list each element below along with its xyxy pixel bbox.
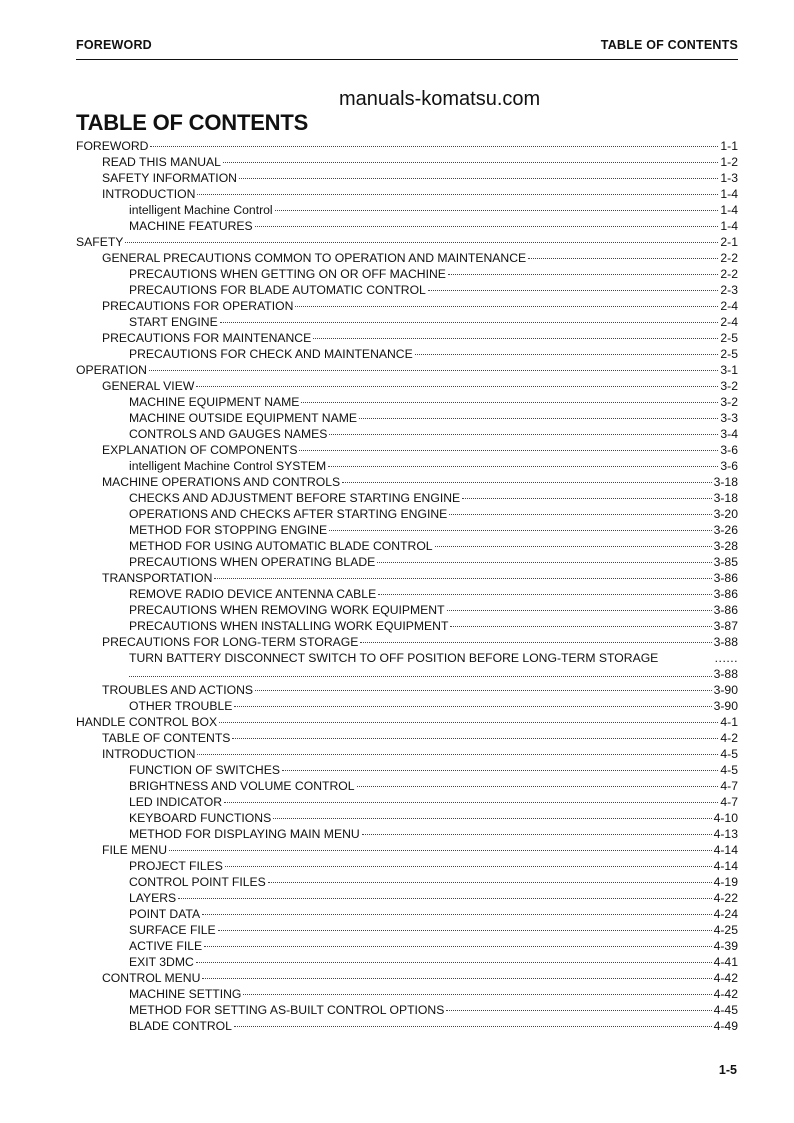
dot-leader	[255, 225, 719, 227]
toc-entry-label: MACHINE OPERATIONS AND CONTROLS	[102, 475, 341, 489]
toc-entry-label: KEYBOARD FUNCTIONS	[129, 811, 272, 825]
toc-entry-page: 4-25	[713, 923, 738, 937]
toc-entry-label: TABLE OF CONTENTS	[102, 731, 231, 745]
toc-entry-label: EXIT 3DMC	[129, 955, 194, 969]
toc-entry[interactable]	[76, 554, 738, 570]
toc-entry[interactable]	[76, 314, 738, 330]
toc-entry[interactable]	[76, 362, 738, 378]
toc-entry-label: BLADE CONTROL	[129, 1019, 232, 1033]
toc-entry-label: MACHINE SETTING	[129, 987, 242, 1001]
toc-entry-label: HANDLE CONTROL BOX	[76, 715, 218, 729]
toc-entry-leader-continued: ......	[714, 651, 738, 665]
toc-entry-label: METHOD FOR USING AUTOMATIC BLADE CONTROL	[129, 539, 433, 553]
toc-entry[interactable]	[76, 874, 738, 890]
toc-entry[interactable]	[76, 394, 738, 410]
toc-entry-page: 4-41	[713, 955, 738, 969]
toc-entry-label: REMOVE RADIO DEVICE ANTENNA CABLE	[129, 587, 377, 601]
dot-leader	[268, 881, 712, 883]
toc-entry[interactable]	[76, 890, 738, 906]
dot-leader	[329, 529, 711, 531]
toc-entry-page: 3-86	[713, 603, 738, 617]
toc-entry-page: 2-1	[720, 235, 738, 249]
toc-entry-page: 4-42	[713, 987, 738, 1001]
toc-entry-page: 4-42	[713, 971, 738, 985]
toc-entry-label: MACHINE FEATURES	[129, 219, 253, 233]
toc-entry[interactable]	[76, 138, 738, 154]
toc-entry-page: 3-18	[713, 491, 738, 505]
dot-leader	[243, 993, 711, 995]
toc-entry-label: TROUBLES AND ACTIONS	[102, 683, 254, 697]
dot-leader	[528, 257, 718, 259]
toc-entry-label: SAFETY	[76, 235, 124, 249]
dot-leader	[169, 849, 712, 851]
toc-entry-label: INTRODUCTION	[102, 187, 196, 201]
toc-entry-label: PRECAUTIONS WHEN OPERATING BLADE	[129, 555, 376, 569]
toc-entry-label: START ENGINE	[129, 315, 218, 329]
toc-entry-label: METHOD FOR SETTING AS-BUILT CONTROL OPTIONS	[129, 1003, 445, 1017]
page-number: 1-5	[718, 1063, 737, 1077]
toc-entry-page: 4-5	[720, 747, 738, 761]
toc-entry-page: 3-90	[713, 699, 738, 713]
toc-entry-page: 4-39	[713, 939, 738, 953]
toc-entry-label: INTRODUCTION	[102, 747, 196, 761]
toc-entry[interactable]	[76, 810, 738, 826]
toc-entry-label: PRECAUTIONS FOR LONG-TERM STORAGE	[102, 635, 359, 649]
toc-entry[interactable]	[76, 826, 738, 842]
toc-entry[interactable]	[76, 906, 738, 922]
toc-entry-label: FILE MENU	[102, 843, 168, 857]
toc-entry[interactable]	[76, 458, 738, 474]
toc-entry-page: 2-2	[720, 267, 738, 281]
dot-leader	[415, 353, 719, 355]
toc-entry-label: TURN BATTERY DISCONNECT SWITCH TO OFF POSITION BEFORE LONG-TERM STORAGE	[129, 651, 659, 665]
toc-entry-label: METHOD FOR STOPPING ENGINE	[129, 523, 328, 537]
header-section-name: FOREWORD	[76, 38, 152, 52]
toc-entry[interactable]	[76, 698, 738, 714]
dot-leader	[234, 1025, 712, 1027]
toc-entry[interactable]	[76, 234, 738, 250]
toc-entry-page: 3-2	[720, 379, 738, 393]
dot-leader	[275, 209, 719, 211]
toc-entry-label: SURFACE FILE	[129, 923, 216, 937]
toc-entry-page: 3-90	[713, 683, 738, 697]
toc-entry[interactable]	[76, 730, 738, 746]
dot-leader	[204, 945, 711, 947]
toc-entry[interactable]	[76, 778, 738, 794]
toc-entry-label: POINT DATA	[129, 907, 201, 921]
toc-entry[interactable]	[76, 970, 738, 986]
toc-entry-label: PRECAUTIONS FOR OPERATION	[102, 299, 294, 313]
toc-entry-page: 2-5	[720, 331, 738, 345]
toc-entry[interactable]	[76, 602, 738, 618]
toc-entry-label: PRECAUTIONS FOR MAINTENANCE	[102, 331, 312, 345]
dot-leader	[224, 801, 718, 803]
toc-entry-page: 4-5	[720, 763, 738, 777]
toc-entry[interactable]	[76, 346, 738, 362]
page-header	[76, 37, 738, 60]
watermark-text: manuals-komatsu.com	[339, 88, 541, 110]
toc-entry[interactable]	[76, 938, 738, 954]
dot-leader	[149, 369, 719, 371]
toc-entry-page: 3-4	[720, 427, 738, 441]
toc-entry[interactable]	[76, 298, 738, 314]
toc-entry-label: GENERAL VIEW	[102, 379, 195, 393]
toc-entry[interactable]	[76, 682, 738, 698]
dot-leader	[342, 481, 711, 483]
toc-entry[interactable]	[76, 922, 738, 938]
toc-entry-page: 1-3	[720, 171, 738, 185]
toc-entry[interactable]	[76, 170, 738, 186]
toc-entry-page: 3-1	[720, 363, 738, 377]
toc-entry-label: GENERAL PRECAUTIONS COMMON TO OPERATION AND MAINTENANCE	[102, 251, 527, 265]
dot-leader	[428, 289, 719, 291]
toc-entry-page: 2-2	[720, 251, 738, 265]
dot-leader	[359, 417, 718, 419]
toc-entry-page: 2-3	[720, 283, 738, 297]
toc-entry-label: intelligent Machine Control	[129, 203, 273, 217]
toc-entry-page: 1-2	[720, 155, 738, 169]
toc-entry-page: 4-22	[713, 891, 738, 905]
dot-leader	[202, 977, 711, 979]
dot-leader	[255, 689, 712, 691]
dot-leader	[218, 929, 712, 931]
toc-entry-label: LED INDICATOR	[129, 795, 222, 809]
dot-leader	[223, 161, 718, 163]
toc-entry[interactable]	[76, 426, 738, 442]
toc-entry-label: CONTROL MENU	[102, 971, 201, 985]
toc-entry-label: MACHINE EQUIPMENT NAME	[129, 395, 300, 409]
toc-entry-page: 4-13	[713, 827, 738, 841]
dot-leader	[329, 433, 718, 435]
toc-entry-page: 3-86	[713, 571, 738, 585]
toc-entry[interactable]	[76, 506, 738, 522]
dot-leader	[357, 785, 719, 787]
toc-entry[interactable]	[76, 378, 738, 394]
dot-leader	[197, 193, 718, 195]
toc-entry-label: READ THIS MANUAL	[102, 155, 221, 169]
toc-entry[interactable]	[76, 266, 738, 282]
dot-leader	[150, 145, 718, 147]
toc-entry-page: 3-6	[720, 443, 738, 457]
toc-entry[interactable]	[76, 474, 738, 490]
dot-leader	[301, 401, 718, 403]
toc-entry-label: PRECAUTIONS WHEN GETTING ON OR OFF MACHINE	[129, 267, 446, 281]
toc-entry-label: MACHINE OUTSIDE EQUIPMENT NAME	[129, 411, 357, 425]
toc-entry[interactable]	[76, 154, 738, 170]
toc-entry-page: 4-7	[720, 779, 738, 793]
toc-entry[interactable]	[76, 986, 738, 1002]
toc-entry-page: 3-3	[720, 411, 738, 425]
toc-entry[interactable]	[76, 490, 738, 506]
toc-entry-page: 4-10	[713, 811, 738, 825]
dot-leader	[448, 273, 718, 275]
toc-entry-label: CHECKS AND ADJUSTMENT BEFORE STARTING ENGINE	[129, 491, 461, 505]
toc-entry[interactable]	[76, 202, 738, 218]
dot-leader	[449, 513, 711, 515]
dot-leader	[378, 593, 711, 595]
toc-entry-page: 4-45	[713, 1003, 738, 1017]
dot-leader	[299, 449, 718, 451]
dot-leader	[282, 769, 718, 771]
toc-entry[interactable]	[76, 858, 738, 874]
toc-entry-label: LAYERS	[129, 891, 177, 905]
toc-entry-label: FUNCTION OF SWITCHES	[129, 763, 280, 777]
toc-entry-label: PROJECT FILES	[129, 859, 223, 873]
toc-entry-page: 3-20	[713, 507, 738, 521]
toc-entry-page: 3-26	[713, 523, 738, 537]
dot-leader	[196, 385, 718, 387]
toc-entry-label: TRANSPORTATION	[102, 571, 213, 585]
dot-leader	[295, 305, 718, 307]
toc-entry[interactable]	[76, 954, 738, 970]
toc-entry-page: 2-5	[720, 347, 738, 361]
toc-entry[interactable]	[76, 410, 738, 426]
toc-entry[interactable]	[76, 538, 738, 554]
toc-entry[interactable]	[76, 186, 738, 202]
toc-entry-label: OTHER TROUBLE	[129, 699, 233, 713]
dot-leader	[232, 737, 718, 739]
dot-leader	[197, 753, 718, 755]
dot-leader	[214, 577, 711, 579]
toc-entry-label: OPERATIONS AND CHECKS AFTER STARTING ENGINE	[129, 507, 448, 521]
toc-entry[interactable]	[76, 250, 738, 266]
toc-entry[interactable]	[76, 522, 738, 538]
toc-entry-label: PRECAUTIONS WHEN INSTALLING WORK EQUIPMENT	[129, 619, 449, 633]
toc-entry-page: 3-86	[713, 587, 738, 601]
dot-leader	[225, 865, 712, 867]
dot-leader	[178, 897, 711, 899]
toc-entry[interactable]	[76, 1018, 738, 1034]
dot-leader	[234, 705, 711, 707]
toc-entry-page: 3-18	[713, 475, 738, 489]
toc-entry-page: 3-88	[713, 667, 738, 681]
toc-entry-page: 3-2	[720, 395, 738, 409]
toc-entry-page: 1-4	[720, 203, 738, 217]
toc-entry-label: intelligent Machine Control SYSTEM	[129, 459, 327, 473]
toc-entry-page: 2-4	[720, 299, 738, 313]
toc-entry-label: ACTIVE FILE	[129, 939, 203, 953]
toc-entry-page: 3-28	[713, 539, 738, 553]
toc-entry[interactable]	[76, 586, 738, 602]
toc-entry-page: 1-4	[720, 187, 738, 201]
toc-entry-page: 4-7	[720, 795, 738, 809]
toc-entry-page: 4-24	[713, 907, 738, 921]
toc-entry[interactable]	[76, 650, 738, 666]
toc-entry-page: 4-14	[713, 843, 738, 857]
toc-entry[interactable]	[76, 842, 738, 858]
dot-leader	[219, 721, 718, 723]
toc-entry-label: METHOD FOR DISPLAYING MAIN MENU	[129, 827, 360, 841]
toc-entry-page: 3-88	[713, 635, 738, 649]
toc-entry[interactable]	[76, 618, 738, 634]
toc-entry-page: 4-1	[720, 715, 738, 729]
toc-entry-label: PRECAUTIONS FOR CHECK AND MAINTENANCE	[129, 347, 413, 361]
toc-entry[interactable]	[76, 746, 738, 762]
toc-entry-label: CONTROL POINT FILES	[129, 875, 266, 889]
dot-leader	[328, 465, 718, 467]
dot-leader	[313, 337, 718, 339]
toc-entry-label: FOREWORD	[76, 139, 149, 153]
toc-entry-label: EXPLANATION OF COMPONENTS	[102, 443, 298, 457]
dot-leader	[360, 641, 711, 643]
dot-leader	[196, 961, 712, 963]
toc-entry-label: CONTROLS AND GAUGES NAMES	[129, 427, 328, 441]
toc-entry-label: OPERATION	[76, 363, 147, 377]
toc-entry[interactable]	[76, 634, 738, 650]
dot-leader	[220, 321, 719, 323]
toc-entry[interactable]	[76, 330, 738, 346]
toc-entry-continuation	[76, 666, 738, 682]
toc-entry-page: 4-14	[713, 859, 738, 873]
dot-leader	[450, 625, 711, 627]
toc-entry[interactable]	[76, 762, 738, 778]
toc-entry-page: 1-4	[720, 219, 738, 233]
toc-entry[interactable]	[76, 1002, 738, 1018]
dot-leader	[446, 1009, 711, 1011]
toc-entry[interactable]	[76, 714, 738, 730]
toc-entry[interactable]	[76, 442, 738, 458]
dot-leader	[435, 545, 712, 547]
header-document-part: TABLE OF CONTENTS	[600, 38, 738, 52]
toc-entry[interactable]	[76, 570, 738, 586]
toc-entry-label: BRIGHTNESS AND VOLUME CONTROL	[129, 779, 355, 793]
toc-entry[interactable]	[76, 794, 738, 810]
toc-entry-page: 4-19	[713, 875, 738, 889]
toc-entry-page: 4-49	[713, 1019, 738, 1033]
toc-entry-page: 3-6	[720, 459, 738, 473]
toc-entry-page: 3-87	[713, 619, 738, 633]
dot-leader	[239, 177, 718, 179]
toc-entry-label: PRECAUTIONS WHEN REMOVING WORK EQUIPMENT	[129, 603, 445, 617]
dot-leader	[447, 609, 712, 611]
toc-entry-page: 4-2	[720, 731, 738, 745]
dot-leader	[202, 913, 711, 915]
dot-leader	[125, 241, 718, 243]
dot-leader	[362, 833, 712, 835]
toc-entry[interactable]	[76, 282, 738, 298]
toc-entry-label: SAFETY INFORMATION	[102, 171, 237, 185]
page-title: TABLE OF CONTENTS	[76, 110, 309, 135]
dot-leader	[273, 817, 711, 819]
toc-entry-page: 3-85	[713, 555, 738, 569]
dot-leader	[462, 497, 711, 499]
toc-entry-page: 2-4	[720, 315, 738, 329]
toc-entry[interactable]	[76, 218, 738, 234]
dot-leader	[129, 675, 712, 677]
table-of-contents	[76, 138, 738, 1034]
dot-leader	[377, 561, 711, 563]
toc-entry-page: 1-1	[720, 139, 738, 153]
toc-entry-label: PRECAUTIONS FOR BLADE AUTOMATIC CONTROL	[129, 283, 426, 297]
